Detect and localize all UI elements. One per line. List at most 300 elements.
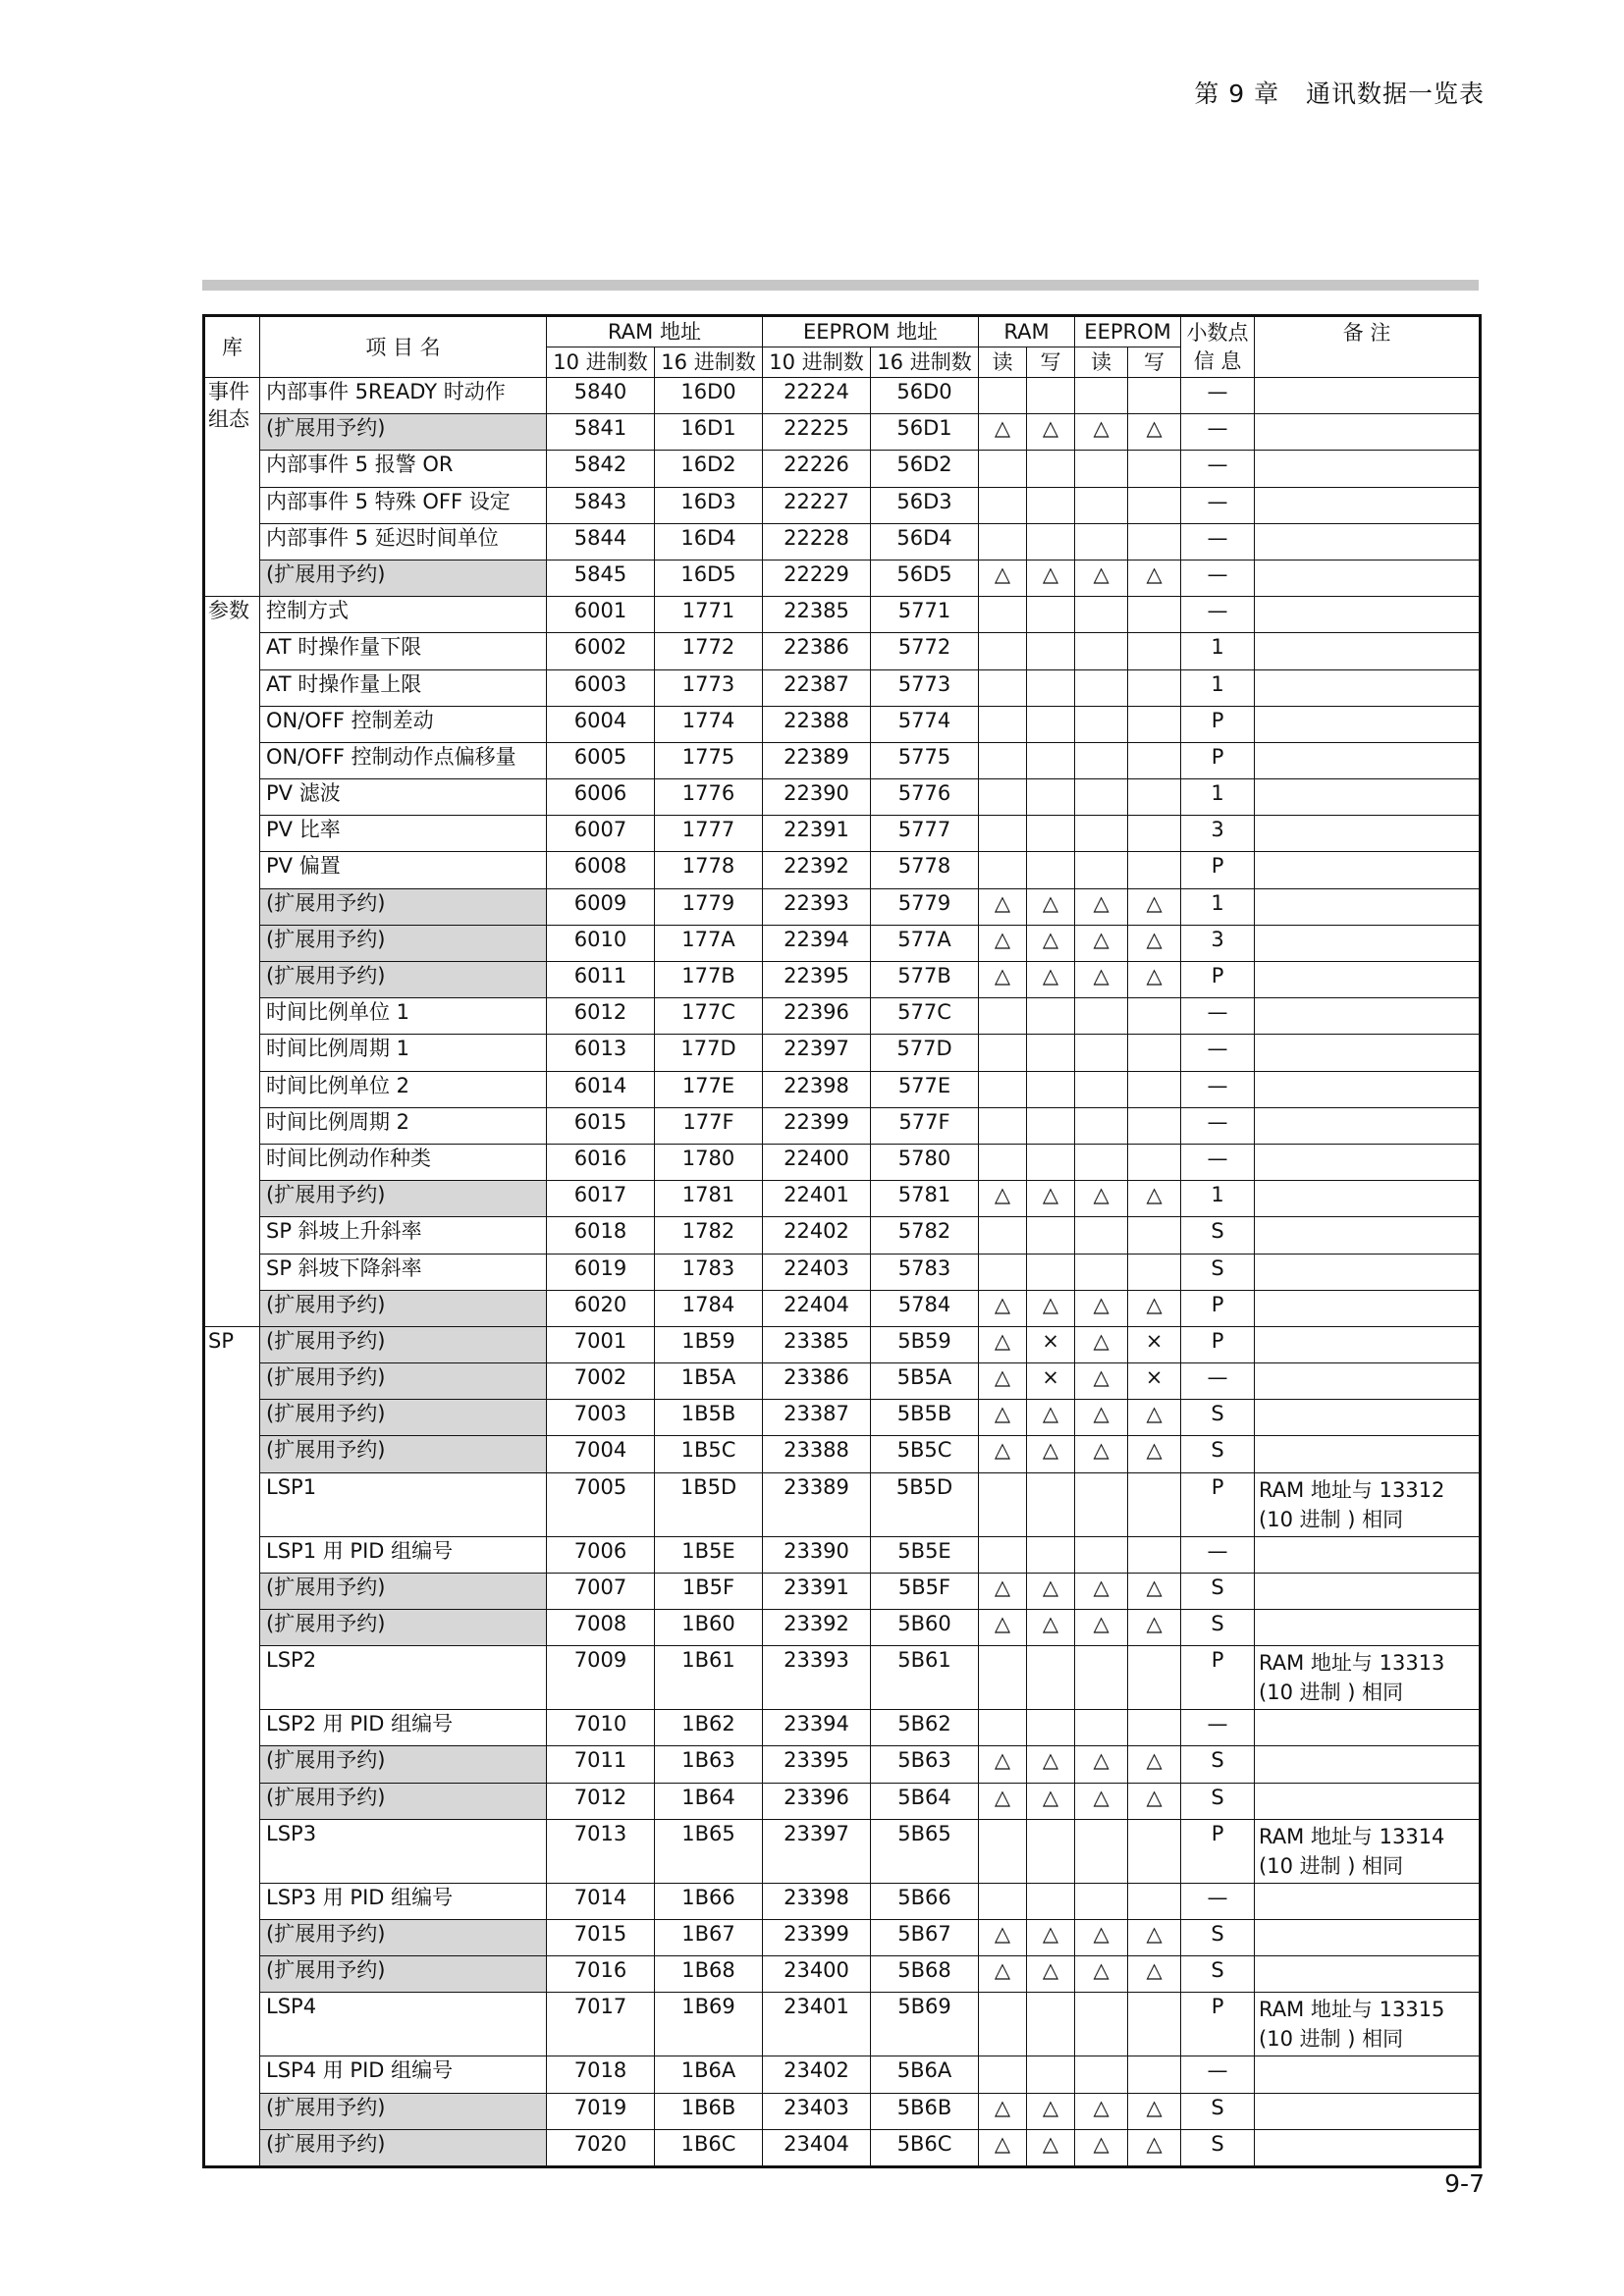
ram-write-cell: △	[1027, 1746, 1075, 1783]
eeprom-dec-cell: 22386	[763, 633, 871, 669]
eeprom-read-cell	[1075, 816, 1128, 852]
eeprom-read-cell: △	[1075, 1400, 1128, 1436]
ram-dec-cell: 5843	[547, 487, 655, 523]
ram-write-cell: △	[1027, 1181, 1075, 1217]
note-cell	[1255, 2093, 1481, 2129]
eeprom-dec-cell: 22404	[763, 1290, 871, 1326]
ram-write-cell	[1027, 669, 1075, 706]
eeprom-dec-cell: 23402	[763, 2056, 871, 2093]
eeprom-hex-cell: 56D3	[871, 487, 979, 523]
decimal-info-cell: —	[1181, 597, 1255, 633]
table-row	[204, 1181, 1481, 1217]
ram-hex-cell: 1772	[655, 633, 763, 669]
ram-write-cell: △	[1027, 925, 1075, 961]
eeprom-read-cell: △	[1075, 2129, 1128, 2166]
eeprom-write-cell	[1128, 2056, 1181, 2093]
decimal-info-cell: —	[1181, 998, 1255, 1035]
note-cell	[1255, 1956, 1481, 1993]
eeprom-hex-cell: 5783	[871, 1254, 979, 1290]
decimal-info-cell: —	[1181, 560, 1255, 596]
eeprom-write-cell: ×	[1128, 1326, 1181, 1362]
eeprom-read-cell	[1075, 1071, 1128, 1107]
header-library: 库	[204, 316, 260, 378]
eeprom-read-cell: △	[1075, 1436, 1128, 1472]
eeprom-write-cell: △	[1128, 888, 1181, 925]
ram-write-cell	[1027, 1536, 1075, 1573]
decimal-info-cell: —	[1181, 1071, 1255, 1107]
decimal-info-cell: —	[1181, 414, 1255, 451]
ram-dec-cell: 7009	[547, 1646, 655, 1710]
ram-hex-cell: 1B5C	[655, 1436, 763, 1472]
table-row	[204, 1144, 1481, 1180]
ram-hex-cell: 1779	[655, 888, 763, 925]
eeprom-write-cell	[1128, 1144, 1181, 1180]
ram-hex-cell: 177F	[655, 1107, 763, 1144]
eeprom-write-cell: △	[1128, 1436, 1181, 1472]
ram-dec-cell: 6008	[547, 852, 655, 888]
table-row	[204, 1883, 1481, 1919]
item-name-cell: 控制方式	[260, 597, 547, 633]
ram-hex-cell: 1776	[655, 779, 763, 816]
ram-dec-cell: 7010	[547, 1710, 655, 1746]
eeprom-read-cell	[1075, 597, 1128, 633]
eeprom-hex-cell: 5779	[871, 888, 979, 925]
eeprom-read-cell	[1075, 2056, 1128, 2093]
ram-read-cell: △	[979, 414, 1027, 451]
note-cell	[1255, 1290, 1481, 1326]
decimal-info-cell: —	[1181, 1710, 1255, 1746]
eeprom-hex-cell: 5B68	[871, 1956, 979, 1993]
item-name-cell: 时间比例单位 1	[260, 998, 547, 1035]
ram-hex-cell: 1774	[655, 706, 763, 742]
note-cell	[1255, 669, 1481, 706]
library-cell: SP	[204, 1326, 260, 2166]
ram-hex-cell: 1B67	[655, 1919, 763, 1955]
note-cell	[1255, 1144, 1481, 1180]
decimal-info-cell: —	[1181, 1035, 1255, 1071]
table-row	[204, 1783, 1481, 1819]
item-name-cell: 内部事件 5 特殊 OFF 设定	[260, 487, 547, 523]
item-name-cell: (扩展用予约)	[260, 1326, 547, 1362]
decimal-info-cell: —	[1181, 1363, 1255, 1400]
eeprom-read-cell	[1075, 633, 1128, 669]
eeprom-dec-cell: 22390	[763, 779, 871, 816]
ram-hex-cell: 1B68	[655, 1956, 763, 1993]
table-row	[204, 1819, 1481, 1883]
ram-hex-cell: 16D4	[655, 523, 763, 560]
ram-hex-cell: 1B60	[655, 1610, 763, 1646]
decimal-info-cell: S	[1181, 1254, 1255, 1290]
eeprom-hex-cell: 5772	[871, 633, 979, 669]
ram-read-cell: △	[979, 1919, 1027, 1955]
header-eeprom-address: EEPROM 地址	[763, 316, 979, 347]
decimal-info-cell: 1	[1181, 779, 1255, 816]
eeprom-hex-cell: 56D5	[871, 560, 979, 596]
eeprom-dec-cell: 23386	[763, 1363, 871, 1400]
header-ram-read: 读	[979, 347, 1027, 378]
ram-write-cell	[1027, 1710, 1075, 1746]
item-name-cell: ON/OFF 控制差动	[260, 706, 547, 742]
ram-read-cell	[979, 1883, 1027, 1919]
ram-dec-cell: 6006	[547, 779, 655, 816]
eeprom-write-cell	[1128, 1035, 1181, 1071]
ram-hex-cell: 1B62	[655, 1710, 763, 1746]
eeprom-dec-cell: 23398	[763, 1883, 871, 1919]
eeprom-read-cell	[1075, 1646, 1128, 1710]
eeprom-dec-cell: 22399	[763, 1107, 871, 1144]
eeprom-hex-cell: 5B62	[871, 1710, 979, 1746]
decimal-info-cell: S	[1181, 1610, 1255, 1646]
eeprom-write-cell: △	[1128, 1956, 1181, 1993]
eeprom-read-cell: △	[1075, 1746, 1128, 1783]
eeprom-write-cell: △	[1128, 2093, 1181, 2129]
item-name-cell: PV 比率	[260, 816, 547, 852]
eeprom-dec-cell: 22396	[763, 998, 871, 1035]
table-row	[204, 378, 1481, 414]
ram-dec-cell: 7011	[547, 1746, 655, 1783]
decimal-info-cell: S	[1181, 1573, 1255, 1609]
table-row	[204, 1363, 1481, 1400]
eeprom-write-cell: △	[1128, 1181, 1181, 1217]
ram-read-cell: △	[979, 1181, 1027, 1217]
eeprom-hex-cell: 5776	[871, 779, 979, 816]
ram-read-cell: △	[979, 1400, 1027, 1436]
header-note: 备 注	[1255, 316, 1481, 378]
ram-read-cell	[979, 523, 1027, 560]
decimal-info-cell: —	[1181, 1107, 1255, 1144]
eeprom-read-cell: △	[1075, 1956, 1128, 1993]
decimal-info-cell: S	[1181, 1746, 1255, 1783]
ram-hex-cell: 1771	[655, 597, 763, 633]
eeprom-dec-cell: 22391	[763, 816, 871, 852]
eeprom-write-cell	[1128, 1217, 1181, 1254]
ram-read-cell	[979, 1710, 1027, 1746]
eeprom-dec-cell: 22227	[763, 487, 871, 523]
ram-read-cell	[979, 1217, 1027, 1254]
ram-hex-cell: 1784	[655, 1290, 763, 1326]
eeprom-write-cell: △	[1128, 1573, 1181, 1609]
eeprom-write-cell	[1128, 1536, 1181, 1573]
ram-write-cell	[1027, 1217, 1075, 1254]
ram-write-cell: △	[1027, 1956, 1075, 1993]
table-row	[204, 1956, 1481, 1993]
ram-write-cell: △	[1027, 2129, 1075, 2166]
note-cell	[1255, 2056, 1481, 2093]
eeprom-dec-cell: 22389	[763, 742, 871, 778]
eeprom-dec-cell: 22398	[763, 1071, 871, 1107]
item-name-cell: 时间比例动作种类	[260, 1144, 547, 1180]
note-cell	[1255, 888, 1481, 925]
eeprom-hex-cell: 577E	[871, 1071, 979, 1107]
ram-write-cell	[1027, 1107, 1075, 1144]
table-row	[204, 1400, 1481, 1436]
eeprom-hex-cell: 5B67	[871, 1919, 979, 1955]
ram-write-cell	[1027, 378, 1075, 414]
eeprom-dec-cell: 22388	[763, 706, 871, 742]
eeprom-dec-cell: 22224	[763, 378, 871, 414]
note-cell	[1255, 487, 1481, 523]
eeprom-hex-cell: 5777	[871, 816, 979, 852]
ram-read-cell	[979, 378, 1027, 414]
ram-write-cell: △	[1027, 1919, 1075, 1955]
ram-dec-cell: 7012	[547, 1783, 655, 1819]
ram-write-cell	[1027, 1819, 1075, 1883]
eeprom-write-cell	[1128, 779, 1181, 816]
header-rule	[202, 280, 1479, 291]
ram-read-cell	[979, 1254, 1027, 1290]
ram-hex-cell: 1B5B	[655, 1400, 763, 1436]
ram-write-cell: △	[1027, 1783, 1075, 1819]
ram-dec-cell: 7004	[547, 1436, 655, 1472]
table-row	[204, 1071, 1481, 1107]
eeprom-write-cell	[1128, 1071, 1181, 1107]
eeprom-write-cell	[1128, 1883, 1181, 1919]
ram-read-cell	[979, 451, 1027, 487]
decimal-info-cell: P	[1181, 1819, 1255, 1883]
note-cell	[1255, 779, 1481, 816]
ram-read-cell	[979, 1646, 1027, 1710]
ram-write-cell	[1027, 1646, 1075, 1710]
eeprom-dec-cell: 23397	[763, 1819, 871, 1883]
item-name-cell: PV 偏置	[260, 852, 547, 888]
eeprom-read-cell	[1075, 742, 1128, 778]
ram-dec-cell: 6011	[547, 962, 655, 998]
eeprom-hex-cell: 577C	[871, 998, 979, 1035]
ram-read-cell: △	[979, 1610, 1027, 1646]
eeprom-hex-cell: 5771	[871, 597, 979, 633]
ram-write-cell	[1027, 1254, 1075, 1290]
eeprom-read-cell: △	[1075, 414, 1128, 451]
eeprom-read-cell	[1075, 1217, 1128, 1254]
ram-hex-cell: 16D1	[655, 414, 763, 451]
eeprom-write-cell	[1128, 742, 1181, 778]
eeprom-write-cell	[1128, 1472, 1181, 1536]
ram-write-cell	[1027, 779, 1075, 816]
note-cell	[1255, 560, 1481, 596]
item-name-cell: LSP3	[260, 1819, 547, 1883]
eeprom-hex-cell: 5782	[871, 1217, 979, 1254]
eeprom-read-cell: △	[1075, 1573, 1128, 1609]
header-eeprom-read: 读	[1075, 347, 1128, 378]
ram-hex-cell: 1783	[655, 1254, 763, 1290]
header-ram-address: RAM 地址	[547, 316, 763, 347]
eeprom-hex-cell: 5774	[871, 706, 979, 742]
ram-read-cell: △	[979, 1326, 1027, 1362]
table-row	[204, 1290, 1481, 1326]
item-name-cell: 时间比例周期 1	[260, 1035, 547, 1071]
ram-dec-cell: 6009	[547, 888, 655, 925]
header-ram: RAM	[979, 316, 1075, 347]
eeprom-hex-cell: 577B	[871, 962, 979, 998]
ram-dec-cell: 5840	[547, 378, 655, 414]
eeprom-read-cell: △	[1075, 1290, 1128, 1326]
ram-dec-cell: 6012	[547, 998, 655, 1035]
decimal-info-cell: —	[1181, 487, 1255, 523]
ram-hex-cell: 1B64	[655, 1783, 763, 1819]
eeprom-hex-cell: 577A	[871, 925, 979, 961]
ram-dec-cell: 6015	[547, 1107, 655, 1144]
eeprom-dec-cell: 22392	[763, 852, 871, 888]
decimal-info-cell: —	[1181, 1144, 1255, 1180]
eeprom-read-cell	[1075, 378, 1128, 414]
ram-hex-cell: 1778	[655, 852, 763, 888]
item-name-cell: LSP3 用 PID 组编号	[260, 1883, 547, 1919]
eeprom-hex-cell: 56D2	[871, 451, 979, 487]
ram-hex-cell: 1B65	[655, 1819, 763, 1883]
eeprom-hex-cell: 577D	[871, 1035, 979, 1071]
ram-dec-cell: 7020	[547, 2129, 655, 2166]
item-name-cell: (扩展用予约)	[260, 1956, 547, 1993]
eeprom-read-cell: △	[1075, 1919, 1128, 1955]
note-cell: RAM 地址与 13315 (10 进制 ) 相同	[1255, 1993, 1481, 2056]
ram-write-cell	[1027, 451, 1075, 487]
ram-dec-cell: 6017	[547, 1181, 655, 1217]
ram-dec-cell: 7015	[547, 1919, 655, 1955]
table-row	[204, 852, 1481, 888]
table-row	[204, 1610, 1481, 1646]
note-cell	[1255, 1363, 1481, 1400]
eeprom-read-cell	[1075, 1993, 1128, 2056]
table-row	[204, 487, 1481, 523]
note-cell	[1255, 1436, 1481, 1472]
note-cell	[1255, 1710, 1481, 1746]
ram-hex-cell: 177B	[655, 962, 763, 998]
eeprom-read-cell: △	[1075, 560, 1128, 596]
header-decimal-info: 小数点信 息	[1181, 316, 1255, 378]
note-cell	[1255, 1919, 1481, 1955]
note-cell	[1255, 1181, 1481, 1217]
item-name-cell: LSP1	[260, 1472, 547, 1536]
header-eeprom: EEPROM	[1075, 316, 1181, 347]
ram-dec-cell: 7006	[547, 1536, 655, 1573]
item-name-cell: (扩展用予约)	[260, 1573, 547, 1609]
eeprom-dec-cell: 23396	[763, 1783, 871, 1819]
eeprom-dec-cell: 23393	[763, 1646, 871, 1710]
eeprom-read-cell: △	[1075, 962, 1128, 998]
eeprom-hex-cell: 5B5D	[871, 1472, 979, 1536]
ram-read-cell: △	[979, 1436, 1027, 1472]
ram-dec-cell: 5845	[547, 560, 655, 596]
ram-read-cell	[979, 1107, 1027, 1144]
eeprom-read-cell	[1075, 1536, 1128, 1573]
eeprom-write-cell: △	[1128, 925, 1181, 961]
ram-write-cell	[1027, 1035, 1075, 1071]
eeprom-write-cell: △	[1128, 1746, 1181, 1783]
eeprom-dec-cell: 22397	[763, 1035, 871, 1071]
item-name-cell: ON/OFF 控制动作点偏移量	[260, 742, 547, 778]
table-row	[204, 779, 1481, 816]
item-name-cell: (扩展用予约)	[260, 1610, 547, 1646]
ram-read-cell: △	[979, 1746, 1027, 1783]
eeprom-read-cell	[1075, 1819, 1128, 1883]
decimal-info-cell: P	[1181, 742, 1255, 778]
decimal-info-cell: S	[1181, 2129, 1255, 2166]
ram-hex-cell: 1773	[655, 669, 763, 706]
eeprom-dec-cell: 23389	[763, 1472, 871, 1536]
table-row	[204, 742, 1481, 778]
decimal-info-cell: S	[1181, 1919, 1255, 1955]
eeprom-dec-cell: 22394	[763, 925, 871, 961]
note-cell	[1255, 1746, 1481, 1783]
eeprom-read-cell	[1075, 1254, 1128, 1290]
eeprom-hex-cell: 5775	[871, 742, 979, 778]
eeprom-dec-cell: 23400	[763, 1956, 871, 1993]
item-name-cell: (扩展用予约)	[260, 1400, 547, 1436]
eeprom-read-cell	[1075, 1883, 1128, 1919]
decimal-info-cell: P	[1181, 1290, 1255, 1326]
ram-read-cell	[979, 1144, 1027, 1180]
decimal-info-cell: S	[1181, 1436, 1255, 1472]
eeprom-dec-cell: 22228	[763, 523, 871, 560]
note-cell	[1255, 1254, 1481, 1290]
eeprom-hex-cell: 56D1	[871, 414, 979, 451]
item-name-cell: (扩展用予约)	[260, 1363, 547, 1400]
decimal-info-cell: S	[1181, 1783, 1255, 1819]
ram-write-cell	[1027, 1993, 1075, 2056]
table-row	[204, 1710, 1481, 1746]
ram-read-cell	[979, 2056, 1027, 2093]
table-row	[204, 2129, 1481, 2166]
ram-dec-cell: 6005	[547, 742, 655, 778]
ram-read-cell: △	[979, 560, 1027, 596]
ram-write-cell	[1027, 998, 1075, 1035]
ram-hex-cell: 1B5F	[655, 1573, 763, 1609]
item-name-cell: 内部事件 5 报警 OR	[260, 451, 547, 487]
eeprom-dec-cell: 23390	[763, 1536, 871, 1573]
item-name-cell: (扩展用予约)	[260, 1783, 547, 1819]
table-row	[204, 669, 1481, 706]
ram-write-cell	[1027, 487, 1075, 523]
decimal-info-cell: —	[1181, 1883, 1255, 1919]
eeprom-dec-cell: 23401	[763, 1993, 871, 2056]
eeprom-read-cell	[1075, 487, 1128, 523]
item-name-cell: LSP2	[260, 1646, 547, 1710]
eeprom-read-cell: △	[1075, 1181, 1128, 1217]
eeprom-read-cell: △	[1075, 1610, 1128, 1646]
ram-hex-cell: 1B63	[655, 1746, 763, 1783]
header-eeprom-hex: 16 进制数	[871, 347, 979, 378]
decimal-info-cell: 1	[1181, 888, 1255, 925]
ram-read-cell	[979, 669, 1027, 706]
ram-dec-cell: 7003	[547, 1400, 655, 1436]
ram-write-cell	[1027, 816, 1075, 852]
table-row	[204, 451, 1481, 487]
eeprom-dec-cell: 22393	[763, 888, 871, 925]
ram-dec-cell: 6016	[547, 1144, 655, 1180]
eeprom-write-cell	[1128, 1107, 1181, 1144]
eeprom-write-cell	[1128, 669, 1181, 706]
ram-dec-cell: 5841	[547, 414, 655, 451]
decimal-info-cell: —	[1181, 1536, 1255, 1573]
ram-read-cell: △	[979, 1363, 1027, 1400]
eeprom-read-cell	[1075, 1710, 1128, 1746]
eeprom-hex-cell: 5780	[871, 1144, 979, 1180]
ram-write-cell	[1027, 1144, 1075, 1180]
eeprom-dec-cell: 23399	[763, 1919, 871, 1955]
eeprom-hex-cell: 5B6A	[871, 2056, 979, 2093]
ram-hex-cell: 1B6C	[655, 2129, 763, 2166]
table-row	[204, 414, 1481, 451]
item-name-cell: 时间比例周期 2	[260, 1107, 547, 1144]
note-cell	[1255, 998, 1481, 1035]
eeprom-hex-cell: 5B63	[871, 1746, 979, 1783]
ram-hex-cell: 1B66	[655, 1883, 763, 1919]
note-cell	[1255, 852, 1481, 888]
ram-read-cell: △	[979, 962, 1027, 998]
decimal-info-cell: P	[1181, 1993, 1255, 2056]
ram-hex-cell: 1B59	[655, 1326, 763, 1362]
decimal-info-cell: 3	[1181, 925, 1255, 961]
